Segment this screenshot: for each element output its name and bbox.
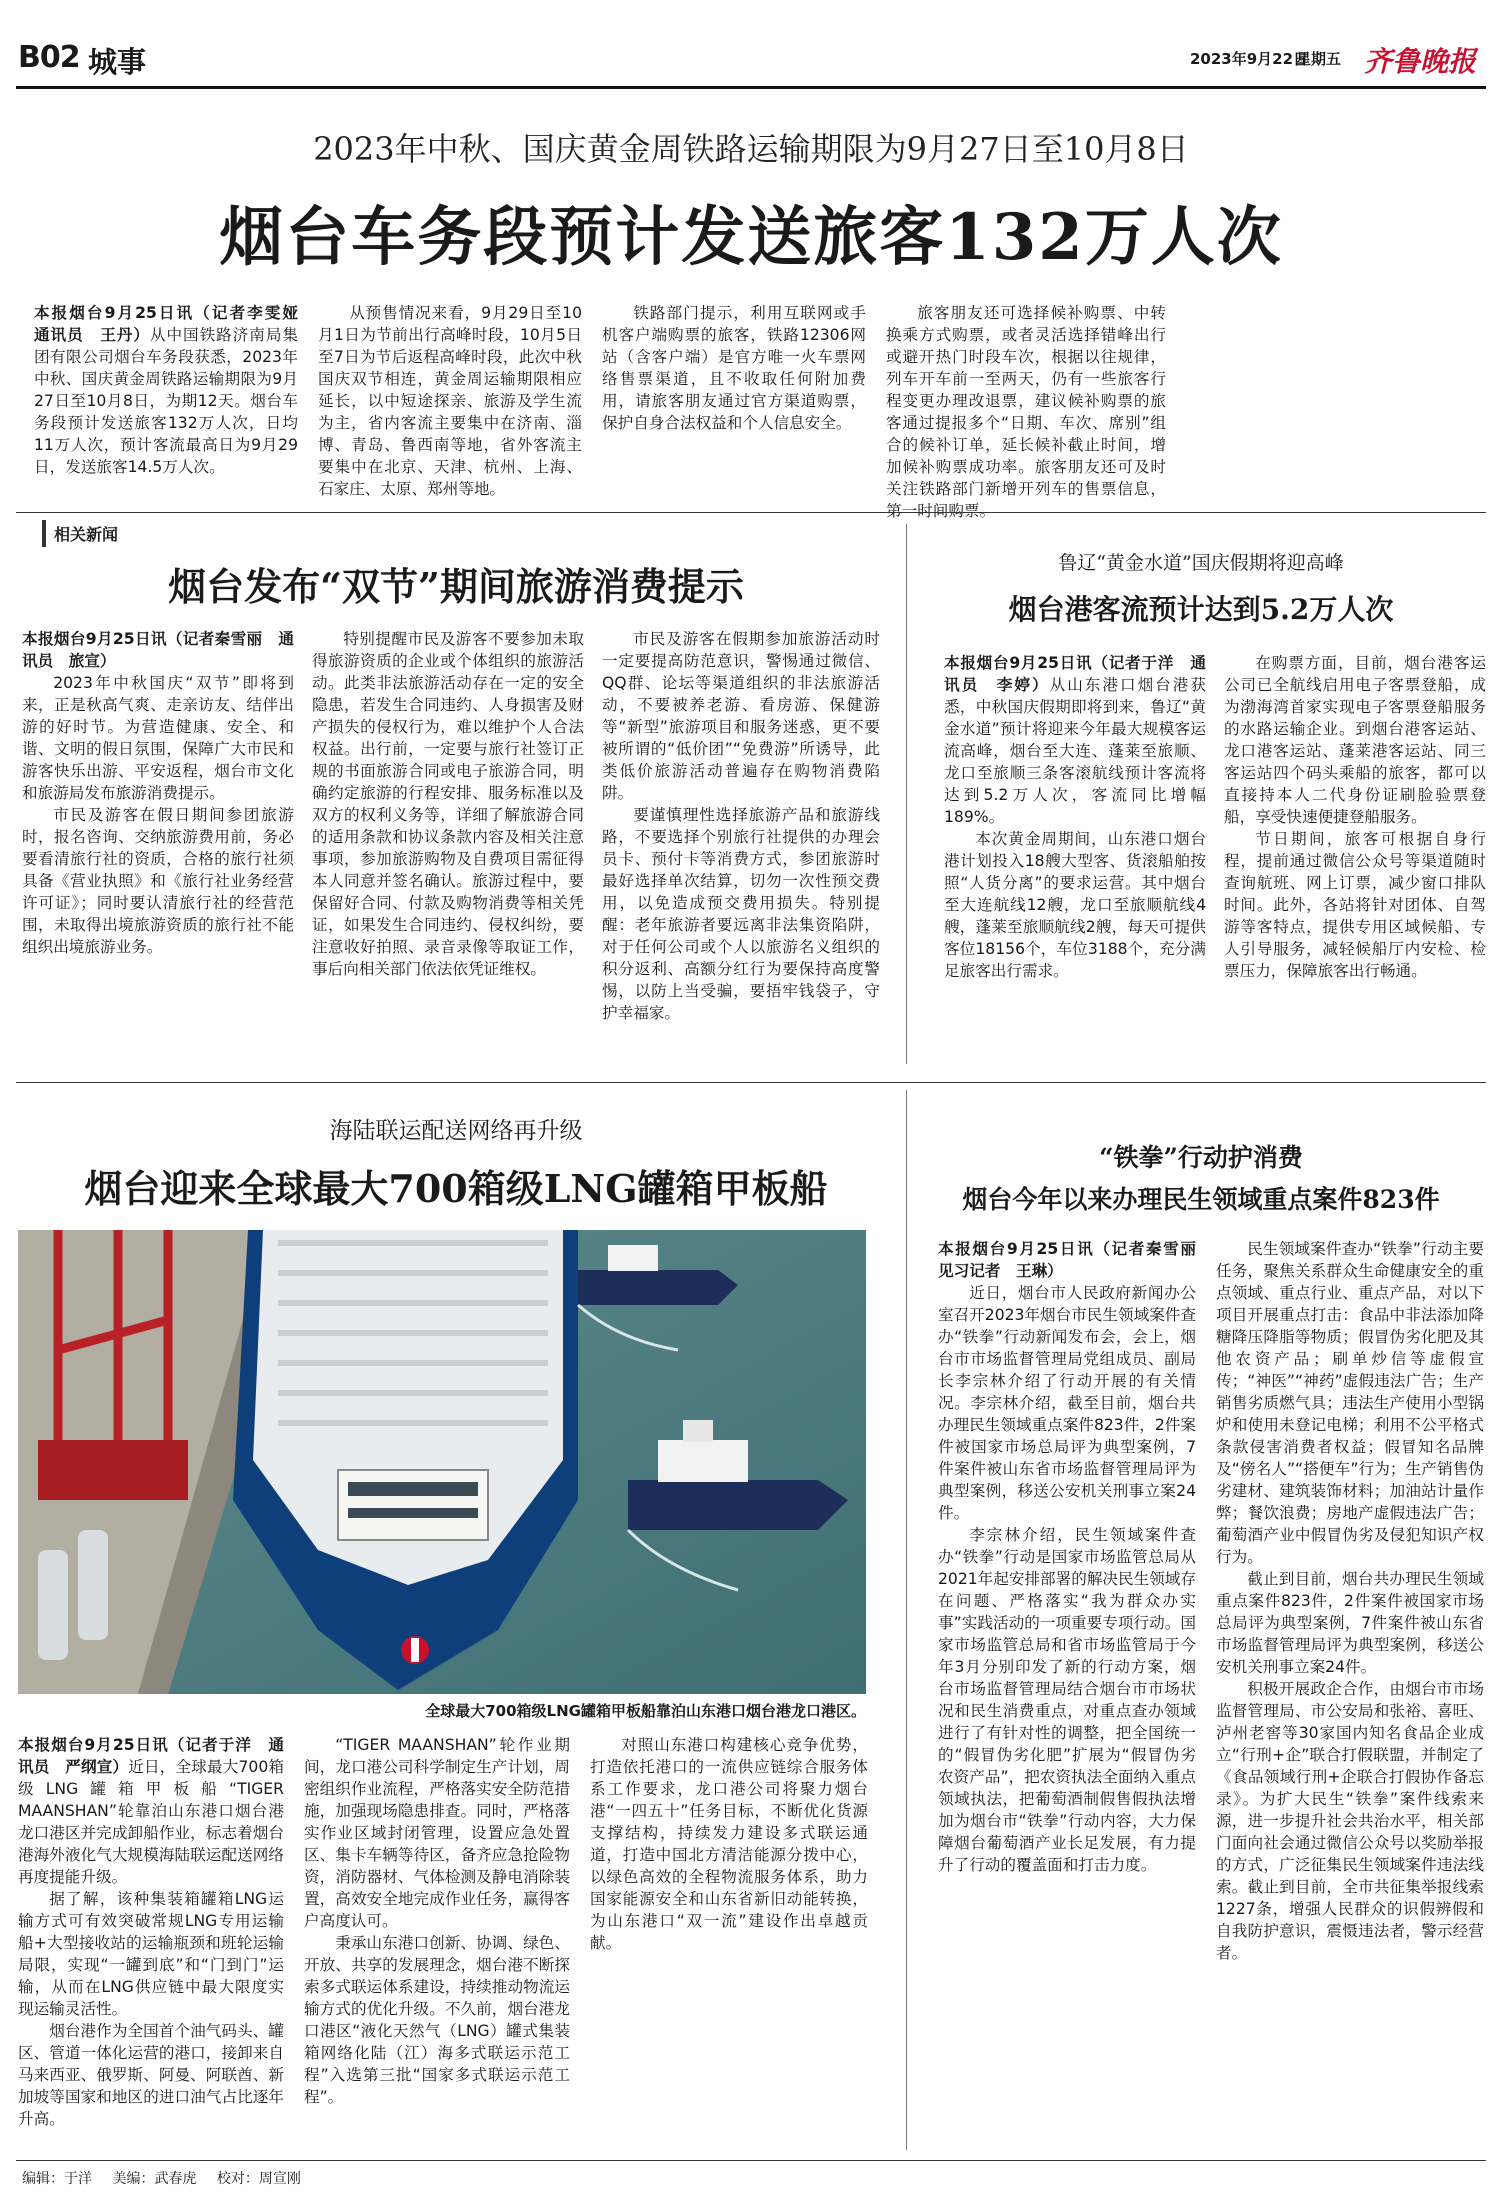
ship-photo-illustration [18,1230,866,1694]
top-story-dateline: 本报烟台9月25日讯（记者李雯娅 通讯员 王丹） [34,304,314,344]
tourism-paragraph-3: 特别提醒市民及游客不要参加未取得旅游资质的企业或个体组织的旅游活动。此类非法旅游活动存在一定的安全隐患，若发生合同违约、人身损害及财产损失的侵权行为，难以维护个人合法权益。出行前，一定要与旅行社签订正规的书面旅游合同或电子旅游合同，明确约定旅游的行程安排、服务标准以及双方的权利义务等，详细了解旅游合同的适用条款和协议条款内容及相关注意事项，参加旅游购物及自费项目需征得本人同意并签名确认。旅游过程中，要保留好合同、付款及购物消费等相关凭证，如果发生合同违约、侵权纠纷，要注意收好拍照、录音录像等取证工作，事后向相关部门依法依凭证维权。 [312,630,584,978]
port-paragraph-3: 在购票方面，目前，烟台港客运公司已全航线启用电子客票登船，成为渤海湾首家实现电子客票登船服务的水路运输企业。到烟台港客运站、龙口港客运站、蓬莱港客运站、同三客运站四个码头乘船的旅客，都可以直接持本人二代身份证刷脸验票登船，享受快速便捷登船服务。 [1224,654,1486,826]
tourism-column-1 [22,628,294,1040]
tourism-title: 烟台发布“双节”期间旅游消费提示 [168,564,744,609]
issue-weekday: 星期五 [1296,50,1342,68]
lng-dateline: 本报烟台9月25日讯（记者于洋 通讯员 严纲宣） [18,1736,284,1776]
lng-kicker: 海陆联运配送网络再升级 [329,1118,583,1144]
consumer-paragraph-4: 截止到目前，烟台共办理民生领域重点案件823件，2件案件被国家市场总局评为典型案例，7件案件被山东省市场监督管理局评为典型案例，移送公安机关刑事立案24件。 [1216,1570,1484,1676]
port-column-2 [1224,652,1486,1056]
consumer-dateline: 本报烟台9月25日讯（记者秦雪丽 见习记者 王琳） [938,1240,1212,1280]
ship-photo-caption: 全球最大700箱级LNG罐箱甲板船靠泊山东港口烟台港龙口港区。 [425,1702,866,1720]
port-paragraph-1: 从山东港口烟台港获悉，中秋国庆假期即将到来，鲁辽“黄金水道”预计将迎来今年最大规模客运流高峰，烟台至大连、蓬莱至旅顺、龙口至旅顺三条客滚航线预计客流将达到5.2万人次，客流同比增幅189%。 [944,676,1206,826]
footer-credits [22,2168,301,2188]
top-story-paragraph-4: 旅客朋友还可选择候补购票、中转换乘方式购票，或者灵活选择错峰出行或避开热门时段车次，根据以往规律，列车开车前一至两天，仍有一些旅客行程变更办理改退票，建议候补购票的旅客通过提报多个“日期、车次、席别”组合的候补订单，延长候补截止时间，增加候补购票成功率。旅客朋友还可及时关注铁路部门新增开列车的售票信息，第一时间购票。 [886,304,1166,520]
paper-logo: 齐鲁晚报 [1364,45,1477,78]
ship-photo [18,1230,866,1694]
column-divider [906,524,907,1064]
top-story-column-3 [602,302,866,494]
mid-rule [16,1082,1486,1083]
port-title: 烟台港客流预计达到5.2万人次 [1008,593,1394,626]
lng-paragraph-1: 近日，全球最大700箱级LNG罐箱甲板船“TIGER MAANSHAN”轮靠泊山东港口烟台港龙口港区并完成卸船作业，标志着烟台港海外液化气大规模海陆联运配送网络再度提能升级。 [18,1758,284,1886]
section-name: 城事 [88,45,147,79]
top-story-paragraph-1: 从中国铁路济南局集团有限公司烟台车务段获悉，2023年中秋、国庆黄金周铁路运输期限为9月27日至10月8日，为期12天。烟台车务段预计发送旅客132万人次，日均11万人次，预计客流最高日为9月29日，发送旅客14.5万人次。 [34,326,298,476]
consumer-title: 烟台今年以来办理民生领域重点案件823件 [962,1185,1440,1214]
proof-credit: 校对：周宣刚 [216,2171,301,2187]
port-dateline: 本报烟台9月25日讯（记者于洋 通讯员 李婷） [944,654,1206,694]
lng-title: 烟台迎来全球最大700箱级LNG罐箱甲板船 [84,1166,828,1211]
footer-rule [16,2160,1486,2161]
consumer-paragraph-2: 李宗林介绍，民生领域案件查办“铁拳”行动是国家市场监管总局从2021年起安排部署的解决民生领域存在问题、严格落实“我为群众办实事”实践活动的一项重要专项行动。国家市场监管总局和省市场监管局于今年3月分别印发了新的行动方案，烟台市场监督管理局结合烟台市市场状况和民生消费重点，对重点查办领域进行了有针对性的调整，把全国统一的“假冒伪劣化肥”扩展为“假冒伪劣农资产品”，把农资执法全面纳入重点领域执法，把葡萄酒制假售假执法增加为烟台市“铁拳”行动内容，大力保障烟台葡萄酒产业长足发展，有力提升了行动的覆盖面和打击力度。 [938,1526,1196,1874]
page-number: B02 [18,40,80,75]
top-story-title: 烟台车务段预计发送旅客132万人次 [219,200,1283,275]
consumer-paragraph-5: 积极开展政企合作，由烟台市市场监督管理局、市公安局和张裕、喜旺、泸州老窖等30家国内知名食品企业成立“行刑+企”联合打假联盟，并制定了《食品领域行刑+企联合打假协作备忘录》。为扩大民生“铁拳”案件线索来源，进一步提升社会共治水平，相关部门面向社会通过微信公众号以奖励举报的方式，广泛征集民生领域案件违法线索。截止到目前，全市共征集举报线索1227条，增强人民群众的识假辨假和自我防护意识，震慑违法者，警示经营者。 [1216,1680,1484,1962]
consumer-paragraph-3: 民生领域案件查办“铁拳”行动主要任务，聚焦关系群众生命健康安全的重点领域、重点行业、重点产品，对以下项目开展重点打击：食品中非法添加降糖降压降脂等物质；假冒伪劣化肥及其他农资产品；刷单炒信等虚假宣传；“神医”“神药”虚假违法广告；生产销售劣质燃气具；违法生产使用小型锅炉和使用未登记电梯；利用不公平格式条款侵害消费者权益；假冒知名品牌及“傍名人”“搭便车”行为；生产销售伪劣建材、建筑装饰材料；加油站计量作弊；餐饮浪费；房地产虚假违法广告；葡萄酒产业中假冒伪劣及侵犯知识产权行为。 [1216,1240,1484,1566]
consumer-column-1 [938,1238,1212,2150]
lng-paragraph-6: 对照山东港口构建核心竞争优势，打造依托港口的一流供应链综合服务体系工作要求，龙口港公司将聚力烟台港“一四五十”任务目标，不断优化货源支撑结构，持续发力建设多式联运通道，打造中国北方清洁能源分拨中心，以绿色高效的全程物流服务体系，助力国家能源安全和山东省新旧动能转换，为山东港口“双一流”建设作出卓越贡献。 [590,1736,868,1952]
tourism-paragraph-1: 2023年中秋国庆“双节”即将到来，正是秋高气爽、走亲访友、结伴出游的好时节。为营造健康、安全、和谐、文明的假日氛围，保障广大市民和游客快乐出游、平安返程，烟台市文化和旅游局发布旅游消费提示。 [22,674,294,802]
port-paragraph-2: 本次黄金周期间，山东港口烟台港计划投入18艘大型客、货滚船舶按照“人货分离”的要求运营。其中烟台至大连航线12艘，龙口至旅顺航线4艘，蓬莱至旅顺航线2艘，每天可提供客位18156个，车位3188个，充分满足旅客出行需求。 [944,830,1206,980]
port-paragraph-4: 节日期间，旅客可根据自身行程，提前通过微信公众号等渠道随时查询航班、网上订票，减少窗口排队时间。此外，各站将针对团体、自驾游等客特点，提供专用区域候船、专人引导服务，减轻候船厅内安检、检票压力，保障旅客出行畅通。 [1224,830,1486,980]
consumer-column-2 [1216,1238,1484,2150]
tourism-dateline: 本报烟台9月25日讯（记者秦雪丽 通讯员 旅宣） [22,630,294,670]
tourism-column-2 [312,628,584,1040]
top-story-kicker: 2023年中秋、国庆黄金周铁路运输期限为9月27日至10月8日 [313,130,1189,168]
port-kicker: 鲁辽“黄金水道”国庆假期将迎高峰 [1058,552,1344,574]
tourism-paragraph-5: 要谨慎理性选择旅游产品和旅游线路，不要选择个别旅行社提供的办理会员卡、预付卡等消费方式，参团旅游时最好选择单次结算，切勿一次性预交费用，以免造成预交费用损失。特别提醒：老年旅游者要远离非法集资陷阱，对于任何公司或个人以旅游名义组织的积分返利、高额分红行为要保持高度警惕，以防上当受骗，要捂牢钱袋子，守护幸福家。 [602,806,880,1022]
tourism-paragraph-2: 市民及游客在假日期间参团旅游时，报名咨询、交纳旅游费用前，务必要看清旅行社的资质，合格的旅行社须具备《营业执照》和《旅行社业务经营许可证》；同时要认清旅行社的经营范围，未取得出境旅游资质的旅行社不能组织出境旅游业务。 [22,806,294,956]
lng-column-3 [590,1734,868,2150]
top-story-rule [16,512,1486,513]
lng-paragraph-2: 据了解，该种集装箱罐箱LNG运输方式可有效突破常规LNG专用运输船+大型接收站的运输瓶颈和班轮运输局限，实现“一罐到底”和“门到门”运输，从而在LNG供应链中最大限度实现运输灵活性。 [18,1890,284,2018]
top-story-column-2 [318,302,582,498]
lng-paragraph-5: 秉承山东港口创新、协调、绿色、开放、共享的发展理念，烟台港不断探索多式联运体系建设，持续推动物流运输方式的优化升级。不久前，烟台港龙口港区“液化天然气（LNG）罐式集装箱网络化陆（江）海多式联运示范工程”入选第三批“国家多式联运示范工程”。 [304,1934,570,2106]
header-rule [16,86,1486,89]
tourism-paragraph-4: 市民及游客在假期参加旅游活动时一定要提高防范意识，警惕通过微信、QQ群、论坛等渠道组织的非法旅游活动，不要被养老游、看房游、保健游等“新型”旅游项目和服务迷惑，更不要被所谓的“低价团”“免费游”所诱导，此类低价旅游活动普遍存在购物消费陷阱。 [602,630,880,802]
consumer-paragraph-1: 近日，烟台市人民政府新闻办公室召开2023年烟台市民生领域案件查办“铁拳”行动新闻发布会，会上，烟台市市场监督管理局党组成员、副局长李宗林介绍了行动开展的有关情况。李宗林介绍，截至目前，烟台共办理民生领域重点案件823件，2件案件被国家市场总局评为典型案例，7件案件被山东省市场监督管理局评为典型案例，移送公安机关刑事立案24件。 [938,1284,1196,1522]
designer-credit: 美编：武春虎 [112,2171,197,2187]
top-story-paragraph-2: 从预售情况来看，9月29日至10月1日为节前出行高峰时段，10月5日至7日为节后返程高峰时段，此次中秋国庆双节相连，黄金周运输期限相应延长，以中短途探亲、旅游及学生流为主，省内客流主要集中在济南、淄博、青岛、鲁西南等地，省外客流主要集中在北京、天津、杭州、上海、石家庄、太原、郑州等地。 [318,304,582,498]
related-news-label: 相关新闻 [42,520,126,547]
port-column-1 [944,652,1206,1056]
lng-paragraph-4: “TIGER MAANSHAN”轮作业期间，龙口港公司科学制定生产计划，周密组织作业流程，严格落实安全防范措施，加强现场隐患排查。同时，严格落实作业区域封闭管理，设置应急处置区、集卡车辆等待区，备齐应急抢险物资，消防器材、气体检测及静电消除装置，高效安全地完成作业任务，赢得客户高度认可。 [304,1736,570,1930]
top-story-column-5 [1186,302,1482,494]
tourism-column-3 [602,628,880,1040]
lng-column-2 [304,1734,570,2150]
page-header [16,40,1486,80]
top-story-column-4 [886,302,1166,520]
issue-date: 2023年9月22日 [1190,50,1309,68]
lng-column-1 [18,1734,284,2150]
editor-credit: 编辑：于洋 [22,2171,92,2187]
consumer-kicker: “铁拳”行动护消费 [1099,1143,1303,1172]
top-story-column-1 [34,302,314,494]
lng-paragraph-3: 烟台港作为全国首个油气码头、罐区、管道一体化运营的港口，接卸来自马来西亚、俄罗斯、阿曼、阿联酋、新加坡等国家和地区的进口油气占比逐年升高。 [18,2022,284,2128]
column-divider [906,1090,907,2150]
top-story-paragraph-3: 铁路部门提示，利用互联网或手机客户端购票的旅客，铁路12306网站（含客户端）是官方唯一火车票网络售票渠道，且不收取任何附加费用，请旅客朋友通过官方渠道购票，保护自身合法权益和个人信息安全。 [602,304,866,432]
